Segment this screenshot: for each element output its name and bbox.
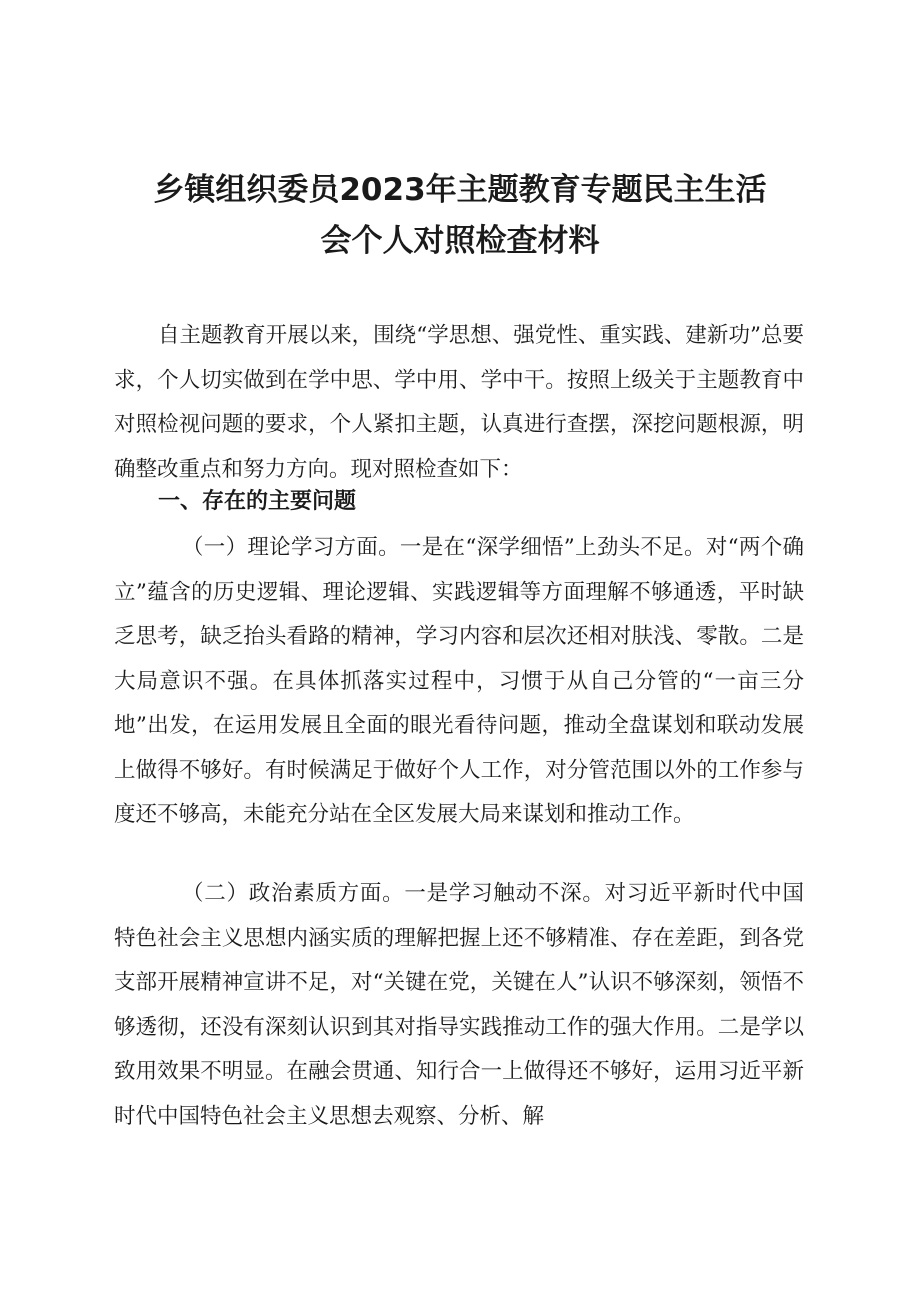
paragraph-theory-study: （一）理论学习方面。一是在“深学细悟”上劲头不足。对“两个确立”蕴含的历史逻辑、理论逻辑、实践逻辑等方面理解不够通透，平时缺乏思考，缺乏抬头看路的精神，学习内容和层次还相对肤浅、零散。二是大局意识不强。在具体抓落实过程中，习惯于从自己分管的“一亩三分地”出发，在运用发展且全面的眼光看待问题，推动全盘谋划和联动发展上做得不够好。有时候满足于做好个人工作，对分管范围以外的工作参与度还不够高，未能充分站在全区发展大局来谋划和推动工作。 [114,535,804,827]
section-heading-problems: 一、存在的主要问题 [158,489,357,514]
document-title-line-2: 会个人对照检查材料 [320,223,600,259]
document-title-line-1: 乡镇组织委员2023年主题教育专题民主生活 [153,172,767,208]
paragraph-political-quality: （二）政治素质方面。一是学习触动不深。对习近平新时代中国特色社会主义思想内涵实质的理解把握上还不够精准、存在差距，到各党支部开展精神宣讲不足，对“关键在党，关键在人”认识不够深刻，领悟不够透彻，还没有深刻认识到其对指导实践推动工作的强大作用。二是学以致用效果不明显。在融会贯通、知行合一上做得还不够好，运用习近平新时代中国特色社会主义思想去观察、分析、解 [114,881,804,1129]
intro-paragraph: 自主题教育开展以来，围绕“学思想、强党性、重实践、建新功”总要求，个人切实做到在学中思、学中用、学中干。按照上级关于主题教育中对照检视问题的要求，个人紧扣主题，认真进行查摆，深挖问题根源，明确整改重点和努力方向。现对照检查如下： [114,323,804,482]
